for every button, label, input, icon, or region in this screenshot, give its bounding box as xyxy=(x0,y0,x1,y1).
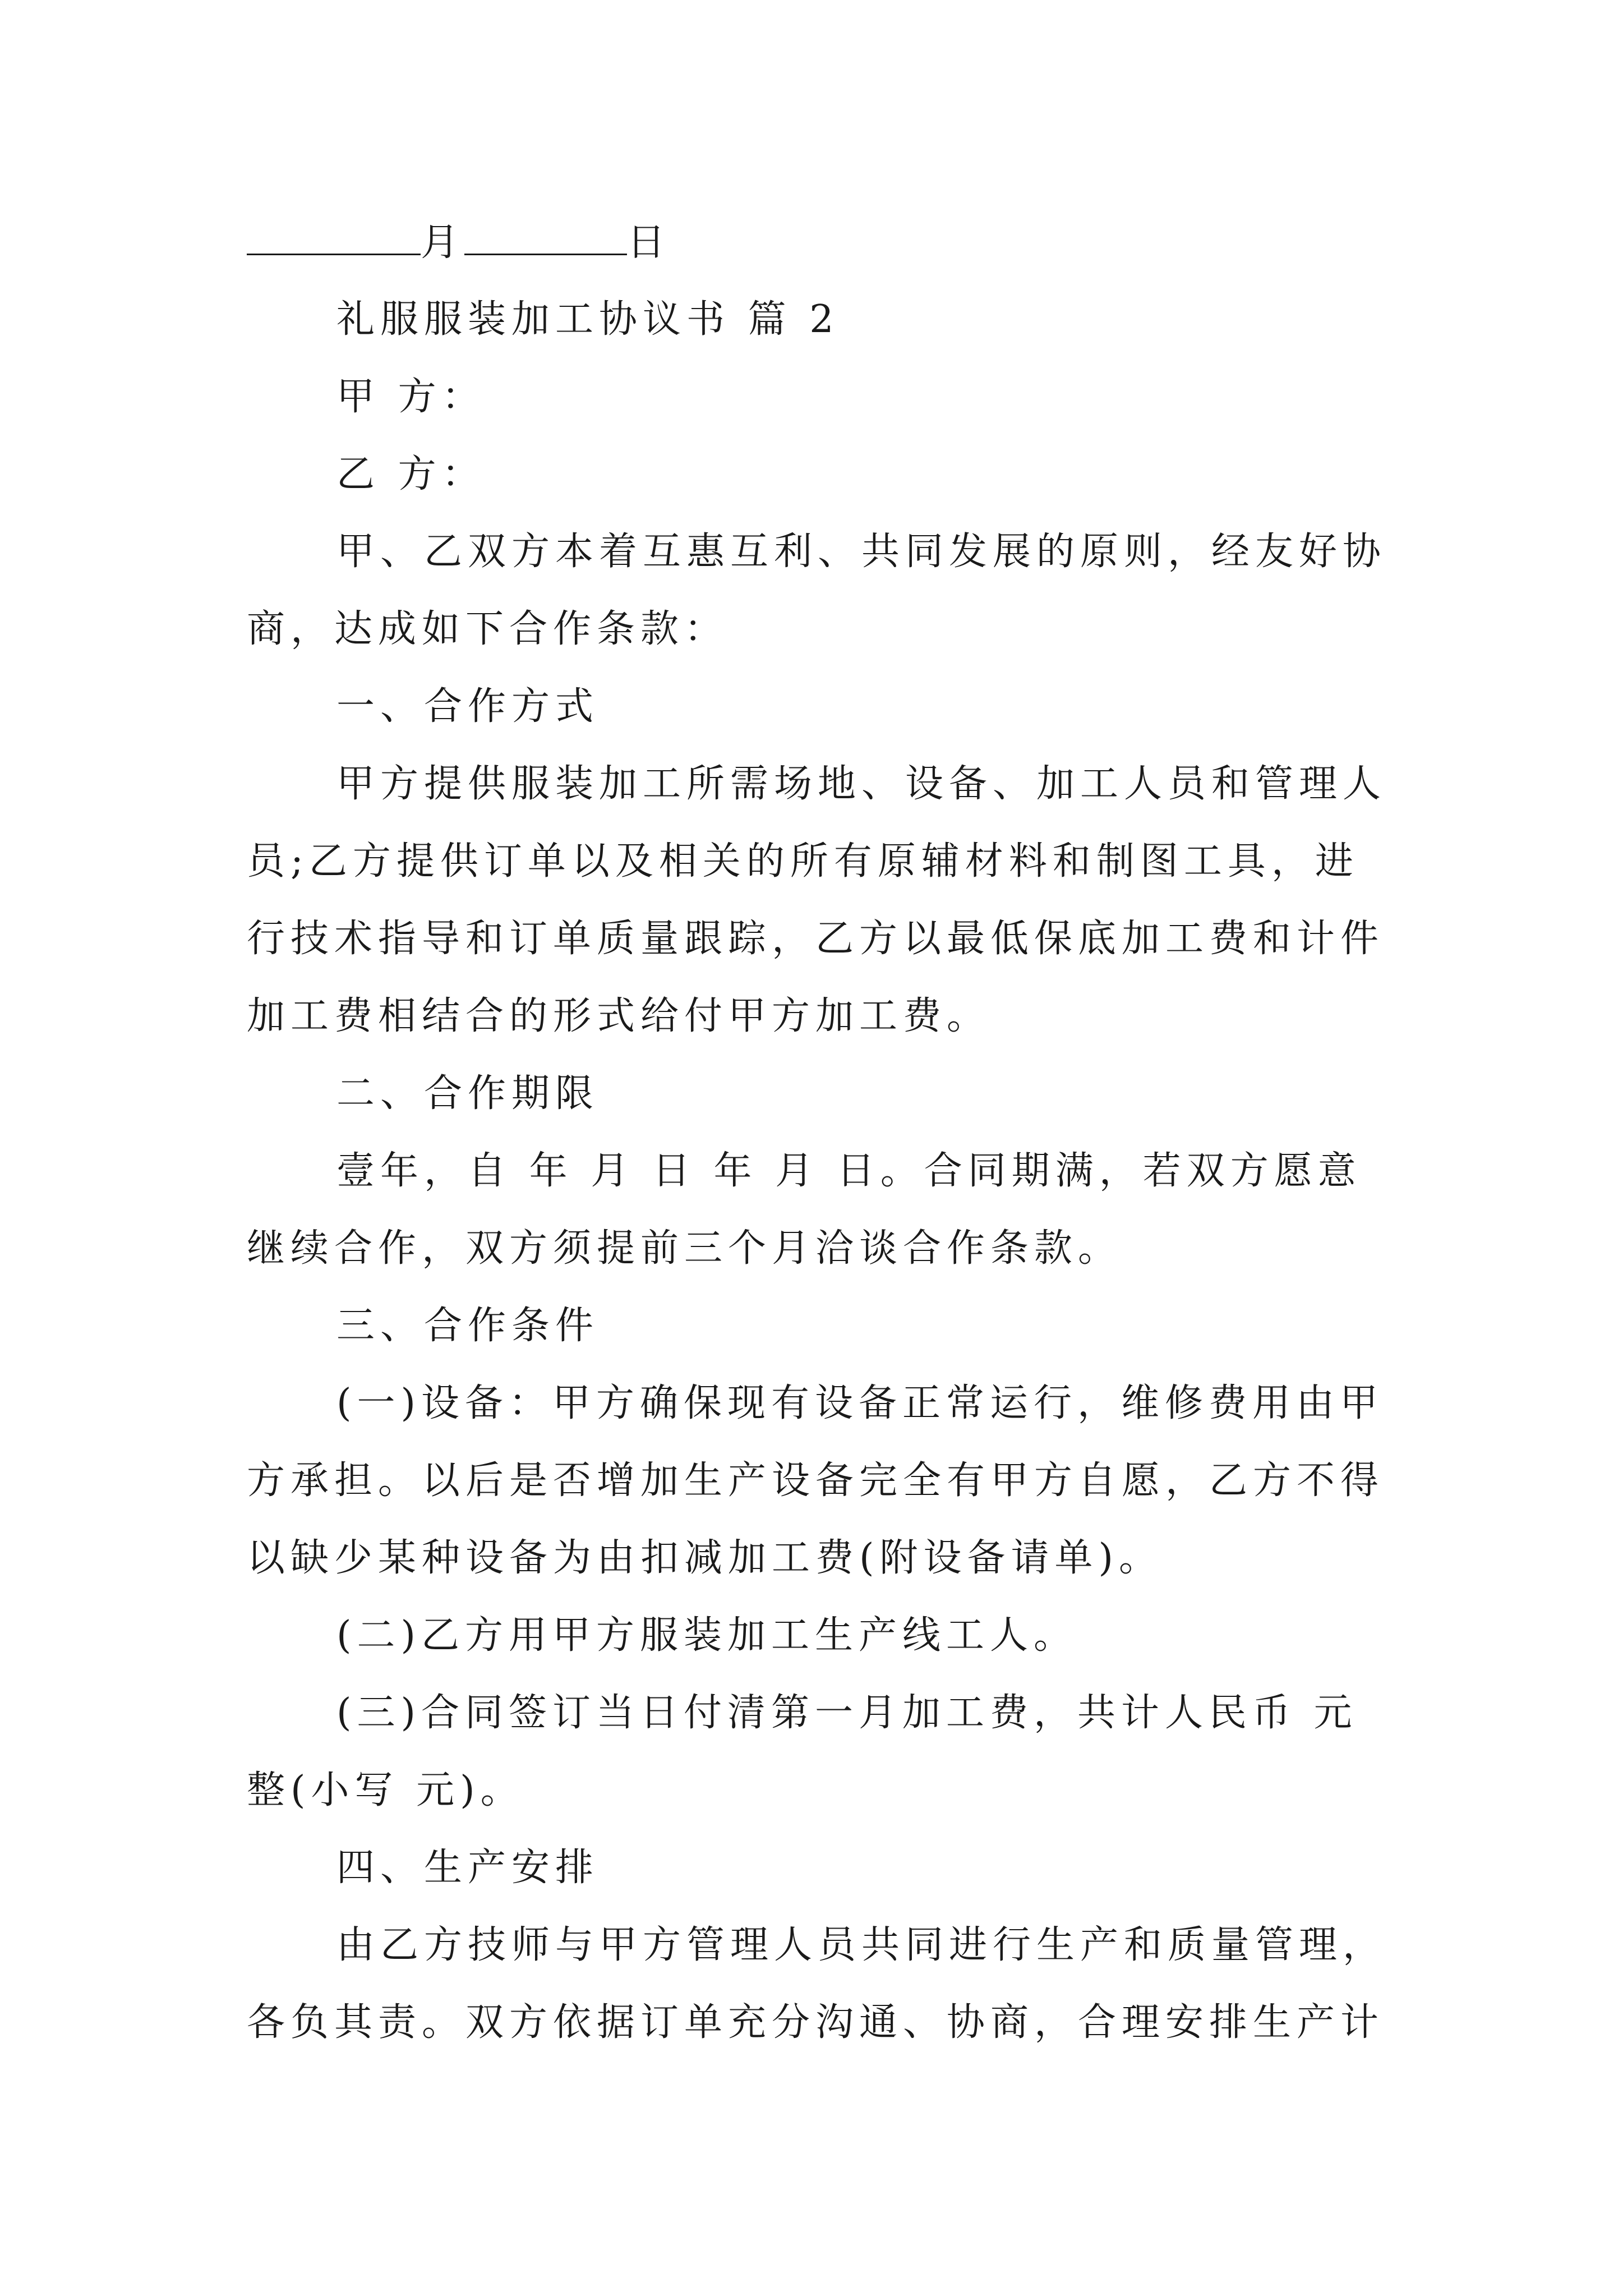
section1-heading: 一、合作方式 xyxy=(336,684,600,729)
date-line xyxy=(247,220,671,265)
section1-line-4: 加工费相结合的形式给付甲方加工费。 xyxy=(247,994,991,1038)
section4-line-1: 由乙方技师与甲方管理人员共同进行生产和质量管理， xyxy=(336,1923,1387,1967)
party-b-line: 乙 方： xyxy=(336,452,486,496)
intro-line-1: 甲、乙双方本着互惠互利、共同发展的原则，经友好协 xyxy=(336,530,1387,574)
section3-item1-line-2: 方承担。以后是否增加生产设备完全有甲方自愿，乙方不得 xyxy=(247,1458,1385,1503)
section3-item3-line-1: (三)合同签订当日付清第一月加工费，共计人民币 元 xyxy=(336,1691,1358,1735)
section1-line-1: 甲方提供服装加工所需场地、设备、加工人员和管理人 xyxy=(336,762,1387,806)
section3-item1-line-3: 以缺少某种设备为由扣减加工费(附设备请单)。 xyxy=(247,1536,1163,1580)
section3-item3-line-2: 整(小写 元)。 xyxy=(247,1768,524,1812)
section1-line-3: 行技术指导和订单质量跟踪，乙方以最低保底加工费和计件 xyxy=(247,917,1385,961)
month-label: 月 xyxy=(421,220,465,265)
party-a-line: 甲 方： xyxy=(336,375,486,419)
section3-heading: 三、合作条件 xyxy=(336,1304,600,1348)
section3-item1-line-1: (一)设备：甲方确保现有设备正常运行，维修费用由甲 xyxy=(336,1381,1384,1425)
month-blank xyxy=(247,220,421,255)
day-blank xyxy=(464,220,627,255)
day-label: 日 xyxy=(627,220,671,265)
section2-line-2: 继续合作，双方须提前三个月洽谈合作条款。 xyxy=(247,1226,1122,1271)
section1-line-2: 员;乙方提供订单以及相关的所有原辅材料和制图工具，进 xyxy=(247,839,1359,884)
document-title: 礼服服装加工协议书 篇 2 xyxy=(336,297,840,342)
section4-line-2: 各负其责。双方依据订单充分沟通、协商，合理安排生产计 xyxy=(247,2000,1385,2045)
section2-line-1: 壹年，自 年 月 日 年 月 日。合同期满，若双方愿意 xyxy=(336,1149,1362,1193)
section4-heading: 四、生产安排 xyxy=(336,1846,600,1890)
section3-item2: (二)乙方用甲方服装加工生产线工人。 xyxy=(336,1613,1078,1658)
section2-heading: 二、合作期限 xyxy=(336,1071,600,1116)
intro-line-2: 商，达成如下合作条款： xyxy=(247,607,728,651)
